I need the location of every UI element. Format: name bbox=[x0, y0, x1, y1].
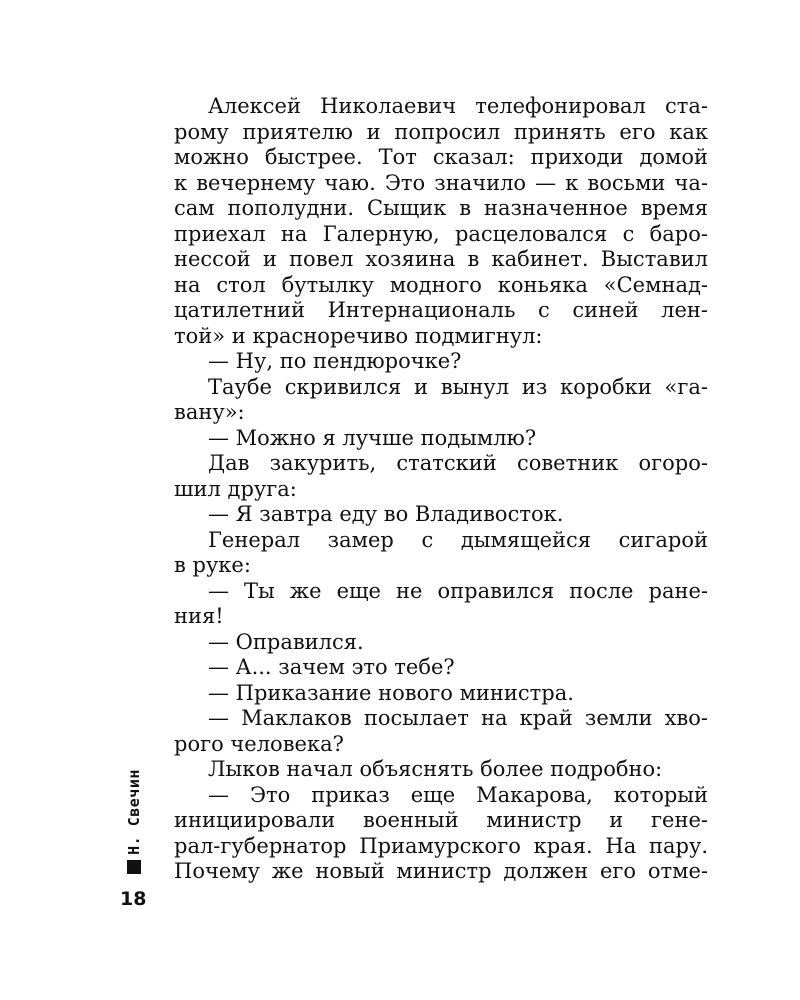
text-line: рому приятелю и попросил принять его как bbox=[174, 119, 708, 144]
square-marker-icon bbox=[127, 860, 141, 874]
text-line: Почему же новый министр должен его отме- bbox=[174, 859, 708, 883]
text-line: нессой и повел хозяина в кабинет. Выставил bbox=[174, 247, 708, 271]
text-line: Дав закурить, статский советник огоро- bbox=[208, 451, 708, 475]
running-head bbox=[121, 769, 147, 855]
text-line: той» и красноречиво подмигнул: bbox=[174, 323, 543, 348]
text-line: — Ну, по пендюрочке? bbox=[208, 349, 462, 373]
text-line: рал-губернатор Приамурского края. На пару. bbox=[174, 833, 708, 858]
text-line: сам пополудни. Сыщик в назначенное время bbox=[174, 196, 708, 220]
text-line: на стол бутылку модного коньяка «Семнад- bbox=[174, 272, 708, 297]
text-line: инициировали военный министр и гене- bbox=[174, 808, 708, 832]
text-line: можно быстрее. Тот сказал: приходи домой bbox=[174, 145, 708, 169]
text-line: Таубе скривился и вынул из коробки «га- bbox=[208, 374, 708, 399]
text-line: ния! bbox=[174, 604, 224, 628]
page-number: 18 bbox=[120, 888, 147, 910]
text-line: — А... зачем это тебе? bbox=[208, 655, 455, 679]
text-line: — Ты же еще не оправился после ране- bbox=[208, 578, 708, 603]
text-line: — Маклаков посылает на край земли хво- bbox=[208, 706, 708, 730]
text-line: в руке: bbox=[174, 553, 251, 577]
text-line: приехал на Галерную, расцеловался с баро- bbox=[174, 221, 708, 246]
text-line: шил друга: bbox=[174, 476, 297, 501]
text-line: — Это приказ еще Макарова, который bbox=[208, 782, 708, 807]
text-line: цатилетний Интернациональ с синей лен- bbox=[174, 298, 708, 322]
text-line: рого человека? bbox=[174, 731, 344, 756]
text-line: вану»: bbox=[174, 400, 245, 424]
running-head-author: Н. Свечин bbox=[125, 769, 143, 855]
body-text bbox=[174, 94, 708, 885]
text-line: — Приказание нового министра. bbox=[208, 680, 574, 705]
text-line: Генерал замер с дымящейся сигарой bbox=[208, 527, 708, 552]
text-line: — Оправился. bbox=[208, 629, 364, 654]
text-line: — Можно я лучше подымлю? bbox=[208, 425, 537, 450]
text-line: Алексей Николаевич телефонировал ста- bbox=[208, 94, 708, 118]
text-line: — Я завтра еду во Владивосток. bbox=[208, 502, 564, 526]
text-line: к вечернему чаю. Это значило — к восьми ча- bbox=[174, 170, 708, 195]
text-line: Лыков начал объяснять более подробно: bbox=[208, 757, 663, 781]
